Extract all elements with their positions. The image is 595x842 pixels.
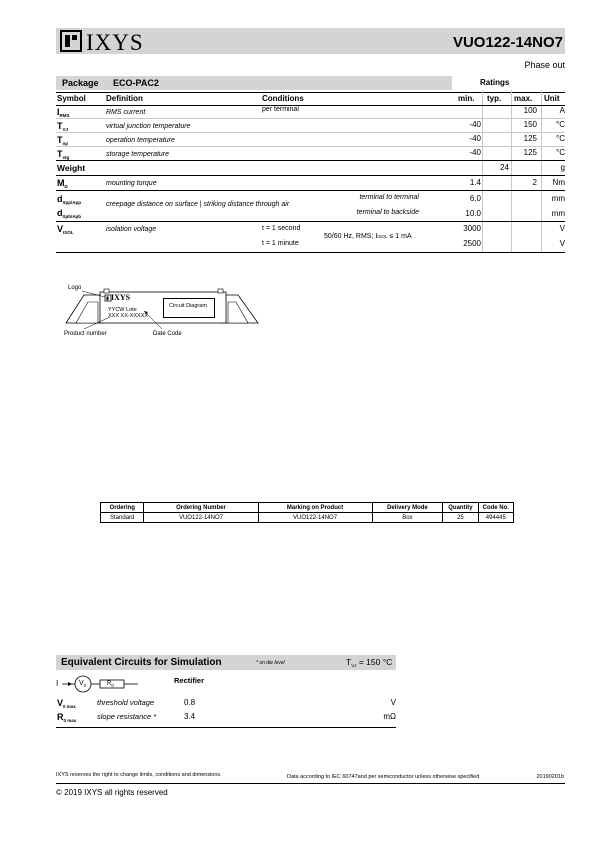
unit-value: °C: [556, 148, 565, 157]
min-value: 1.4: [469, 178, 481, 187]
divider: [56, 105, 565, 106]
unit-value: mm: [551, 194, 565, 203]
min-value: 3000: [463, 224, 481, 233]
table-cell: VUO122-14NO7: [144, 513, 258, 523]
symbol-visol: $V_{ISOL}$: [57, 224, 74, 235]
package-label: Package: [62, 78, 99, 88]
ixys-logo-icon: [60, 30, 82, 52]
symbol-tvj: $T_{VJ}$: [57, 121, 69, 132]
phase-out-label: Phase out: [524, 60, 565, 70]
divider: [56, 727, 396, 728]
divider: [482, 90, 483, 252]
v0-label: $V_0$: [79, 680, 87, 688]
condition-text: terminal to terminal: [359, 194, 419, 201]
min-value: -40: [469, 148, 481, 157]
ixys-logo: [60, 30, 160, 55]
divider: [541, 90, 542, 252]
temperature-condition: $T_{VJ} = 150$ °C: [346, 657, 393, 668]
symbol-tstg: $T_{stg}$: [57, 149, 70, 160]
date-code-label: Date Code: [153, 331, 182, 337]
col-unit: Unit: [544, 94, 560, 103]
symbol-v0max: $V_{0 max}$: [57, 698, 76, 709]
unit-value: g: [560, 163, 565, 172]
symbol-dspb: $d_{Spb/Apb}$: [57, 208, 81, 219]
logo-text: IXYS: [86, 30, 144, 55]
col-symbol: Symbol: [57, 94, 86, 103]
max-value: 100: [523, 106, 537, 115]
equivalent-circuit-drawing: [56, 674, 166, 694]
unit-value: V: [559, 224, 565, 233]
part-number: VUO122-14NO7: [452, 34, 563, 51]
unit-value: A: [559, 106, 565, 115]
ordering-number-header: Ordering Number: [144, 503, 258, 513]
document-code: 20190201b: [536, 774, 564, 780]
rights-notice: IXYS reserves the right to change limits, conditions and dimensions.: [56, 772, 222, 778]
divider: [56, 160, 565, 161]
table-header-row: [101, 503, 514, 513]
ordering-header: Ordering: [101, 503, 144, 513]
die-level-note: * on die level: [256, 660, 285, 666]
data-note: Data according to IEC 60747and per semiconductor unless otherwise specified: [287, 774, 480, 780]
typ-value: 24: [500, 163, 509, 172]
max-value: 125: [523, 148, 537, 157]
max-value: 2: [532, 178, 537, 187]
divider: [56, 175, 565, 176]
definition-text: slope resistance *: [97, 712, 157, 721]
definition-text: storage temperature: [106, 151, 170, 158]
module-logo-text: IXYS: [111, 293, 131, 302]
table-cell: 494445: [478, 513, 513, 523]
min-value: 6.0: [469, 194, 481, 203]
symbol-dspp: $d_{Spp/App}$: [57, 194, 81, 205]
table-cell: Box: [372, 513, 443, 523]
definition-text: isolation voltage: [106, 226, 157, 233]
definition-text: threshold voltage: [97, 698, 155, 707]
unit-value: V: [559, 239, 565, 248]
definition-text: mounting torque: [106, 180, 157, 187]
product-number-label: Product number: [64, 331, 107, 337]
value-text: 3.4: [184, 712, 196, 721]
unit-value: mΩ: [383, 712, 396, 721]
divider: [56, 252, 565, 253]
divider: [56, 92, 565, 93]
col-typ: typ.: [487, 94, 502, 103]
col-definition: Definition: [106, 94, 143, 103]
divider: [56, 132, 565, 133]
condition-text: per terminal: [262, 106, 299, 113]
quantity-header: Quantity: [443, 503, 478, 513]
rectifier-column: Rectifier: [174, 676, 205, 685]
min-value: -40: [469, 120, 481, 129]
table-cell: VUO122-14NO7: [258, 513, 372, 523]
definition-text: creepage distance on surface | striking distance through air: [106, 201, 290, 208]
max-value: 150: [523, 120, 537, 129]
marking-header: Marking on Product: [258, 503, 372, 513]
product-code-line: XXX XX-XXXXX: [108, 313, 149, 319]
divider: [511, 90, 512, 252]
code-no-header: Code No.: [478, 503, 513, 513]
value-text: 0.8: [184, 698, 196, 707]
table-cell: Standard: [101, 513, 144, 523]
unit-value: mm: [551, 209, 565, 218]
current-label: I: [56, 679, 59, 688]
col-min: min.: [458, 94, 475, 103]
equivalent-title: Equivalent Circuits for Simulation: [61, 657, 222, 668]
condition-text: terminal to backside: [356, 209, 419, 216]
divider: [56, 118, 565, 119]
divider: [56, 190, 565, 191]
lot-code-line: YYCW Lote: [108, 307, 137, 313]
unit-value: V: [390, 698, 396, 707]
ratings-label: Ratings: [480, 78, 510, 87]
ordering-table: [100, 502, 514, 523]
definition-text: virtual junction temperature: [106, 123, 191, 130]
unit-value: Nm: [552, 178, 565, 187]
unit-value: °C: [556, 134, 565, 143]
time-condition: t = 1 minute: [262, 240, 299, 247]
table-cell: 25: [443, 513, 478, 523]
min-value: -40: [469, 134, 481, 143]
delivery-mode-header: Delivery Mode: [372, 503, 443, 513]
col-conditions: Conditions: [262, 94, 304, 103]
col-max: max.: [514, 94, 533, 103]
marking-diagram: [62, 283, 272, 343]
table-row: [101, 513, 514, 523]
circuit-diagram-box: [163, 298, 215, 318]
min-value: 10.0: [465, 209, 481, 218]
symbol-irms: $I_{RMS}$: [57, 107, 70, 118]
circuit-diagram-label: Circuit Diagram: [169, 303, 207, 309]
divider: [56, 783, 565, 784]
max-value: 125: [523, 134, 537, 143]
time-condition: t = 1 second: [262, 225, 301, 232]
symbol-r0max: $R_{0 max}$: [57, 712, 77, 723]
divider: [56, 146, 565, 147]
symbol-weight: Weight: [57, 163, 86, 173]
r0-label: $R_0$: [107, 681, 114, 688]
isolation-condition: 50/60 Hz, RMS; IISOL ≤ 1 mA: [324, 233, 412, 240]
symbol-md: $M_D$: [57, 178, 68, 189]
definition-text: operation temperature: [106, 137, 175, 144]
package-name: ECO-PAC2: [113, 78, 159, 88]
unit-value: °C: [556, 120, 565, 129]
logo-callout-label: Logo: [68, 285, 82, 291]
copyright: © 2019 IXYS all rights reserved: [56, 788, 168, 797]
symbol-top: $T_{op}$: [57, 135, 68, 146]
divider: [56, 221, 565, 222]
min-value: 2500: [463, 239, 481, 248]
definition-text: RMS current: [106, 109, 146, 116]
